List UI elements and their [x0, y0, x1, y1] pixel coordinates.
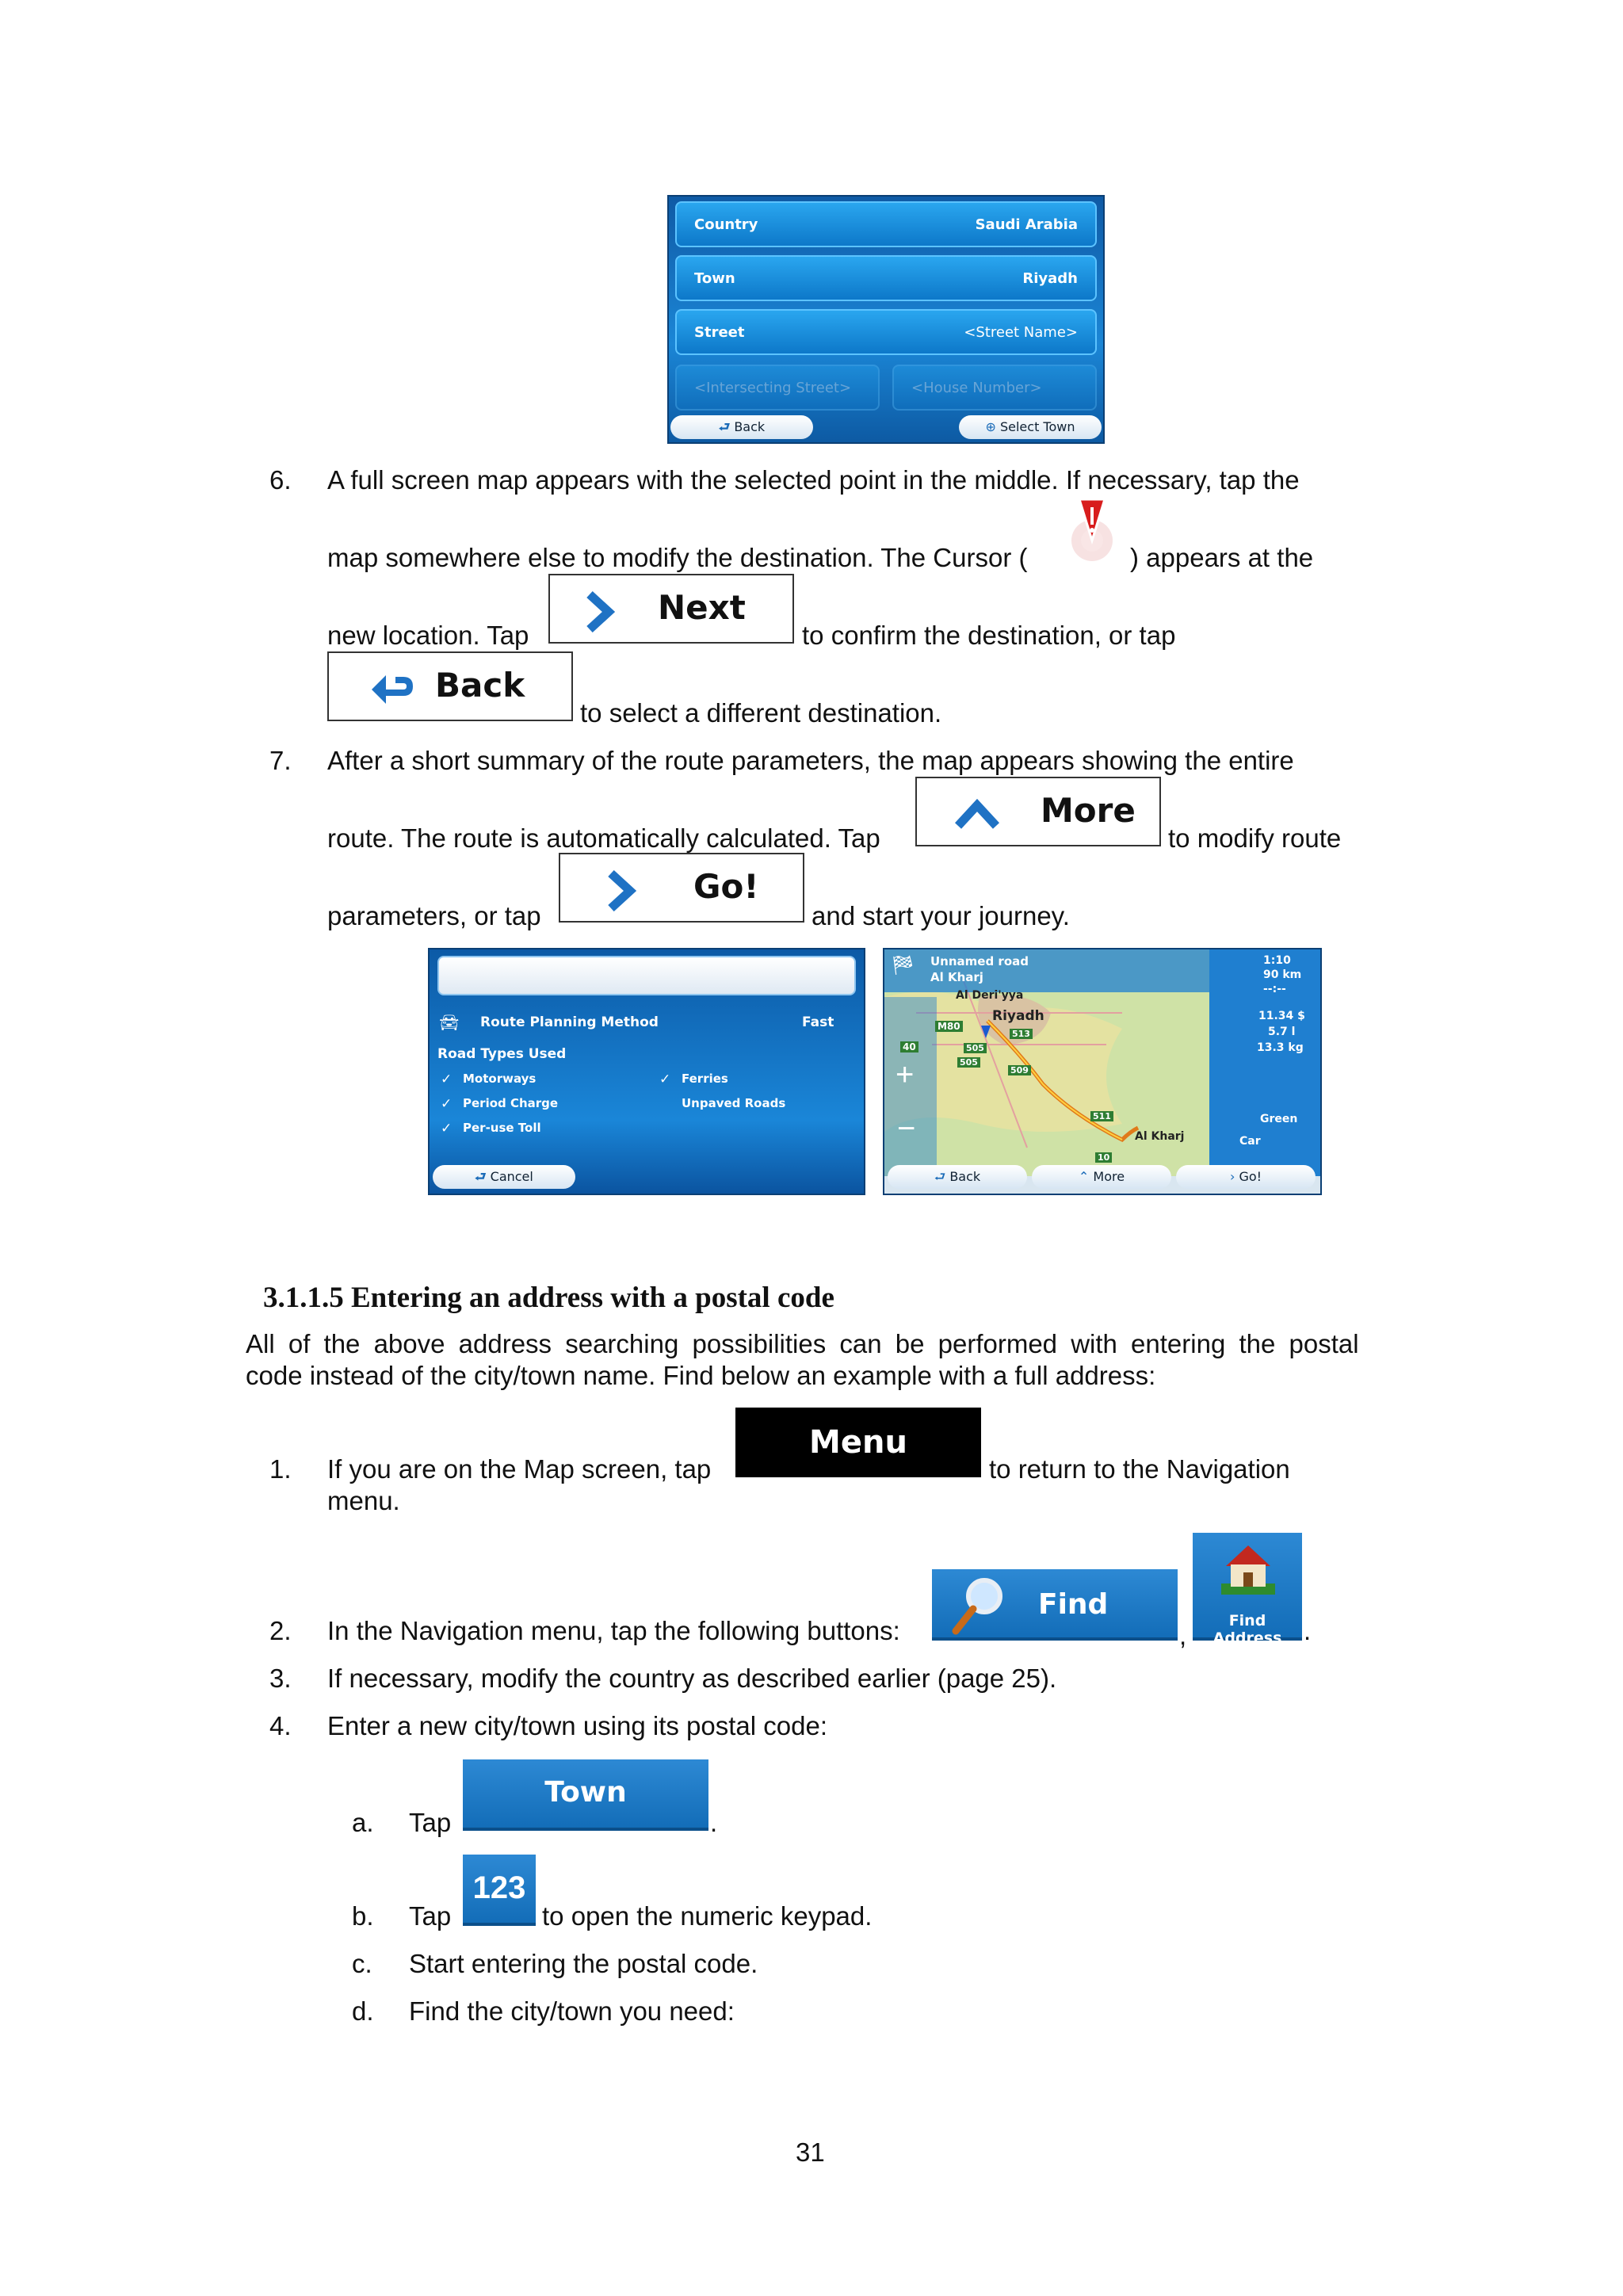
step-6-line-3a: new location. Tap	[327, 621, 529, 650]
route-settings-screenshot	[428, 948, 865, 1195]
cursor-icon	[1067, 496, 1117, 563]
road-shield: 509	[1008, 1065, 1031, 1075]
search-bar	[437, 956, 856, 995]
subitem-a-letter: a.	[352, 1808, 374, 1837]
trip-eta: --:--	[1263, 983, 1286, 995]
section-paragraph-line-1: All of the above address searching possibilities can be performed with entering the postal	[246, 1329, 1359, 1358]
item-2-period: .	[1304, 1616, 1312, 1645]
step-7-line-2b: to modify route	[1168, 823, 1342, 853]
item-4-text: Enter a new city/town using its postal code:	[327, 1711, 827, 1740]
co2-amount: 13.3 kg	[1257, 1041, 1304, 1054]
map-back-button[interactable]	[888, 1165, 1027, 1189]
step-7-line-2a: route. The route is automatically calculated. Tap	[327, 823, 880, 853]
map-area-label: Al Deri'yya	[956, 989, 1024, 1002]
subitem-b-end: to open the numeric keypad.	[542, 1901, 873, 1931]
road-shield: 505	[964, 1043, 987, 1053]
step-7-line-1: After a short summary of the route parameters, the map appears showing the entire	[327, 746, 1294, 775]
town-label: Town	[544, 1776, 627, 1809]
map-back-label: Back	[949, 1169, 981, 1184]
address-screenshot	[667, 195, 1105, 444]
map-kharj-label: Al Kharj	[1135, 1130, 1185, 1143]
step-6-line-4: to select a different destination.	[580, 698, 942, 728]
road-type-ferries: Ferries	[682, 1072, 728, 1086]
road-shield: M80	[935, 1021, 963, 1032]
item-2-text: In the Navigation menu, tap the following buttons:	[327, 1616, 900, 1645]
back-arrow-icon: ⮐	[718, 419, 731, 434]
road-types-label: Road Types Used	[437, 1046, 567, 1062]
road-type-motorways: Motorways	[463, 1072, 537, 1086]
find-label: Find	[1038, 1588, 1109, 1621]
route-method-label: Route Planning Method	[480, 1014, 659, 1030]
chevron-up-icon	[955, 799, 999, 829]
subitem-c-text: Start entering the postal code.	[409, 1949, 758, 1978]
route-type-green: Green	[1260, 1113, 1298, 1125]
road-type-per-use-toll: Per-use Toll	[463, 1121, 541, 1135]
map-more-button[interactable]	[1032, 1165, 1171, 1189]
check-icon: ✓	[441, 1072, 453, 1087]
road-type-period-charge: Period Charge	[463, 1096, 559, 1110]
checkered-flag-icon: 🏁︎	[891, 955, 915, 976]
zoom-out-icon[interactable]: −	[897, 1111, 916, 1146]
back-arrow-icon: ⮐	[934, 1169, 946, 1184]
town-button[interactable]	[463, 1759, 708, 1831]
subitem-d-letter: d.	[352, 1996, 374, 2026]
road-shield: 40	[900, 1041, 918, 1052]
numeric-keypad-button[interactable]	[463, 1855, 536, 1926]
step-6-number: 6.	[269, 465, 292, 495]
town-row[interactable]	[675, 255, 1097, 301]
step-6-line-2a: map somewhere else to modify the destination. The Cursor (	[327, 543, 1028, 572]
country-value: Saudi Arabia	[975, 216, 1078, 233]
subitem-d-text: Find the city/town you need:	[409, 1996, 735, 2026]
item-3-number: 3.	[269, 1664, 292, 1693]
house-number-row	[892, 365, 1097, 411]
step-7-line-3b: and start your journey.	[812, 901, 1070, 930]
trip-time: 1:10	[1263, 954, 1291, 967]
go-label: Go!	[693, 867, 759, 906]
road-shield: 513	[1010, 1029, 1033, 1039]
route-map-screenshot	[883, 948, 1322, 1195]
cancel-label: Cancel	[490, 1169, 533, 1184]
chevron-right-icon	[605, 870, 636, 911]
street-value: <Street Name>	[964, 324, 1078, 341]
subitem-b-letter: b.	[352, 1901, 374, 1931]
next-button[interactable]	[548, 574, 794, 644]
fuel-cost: 11.34 $	[1258, 1010, 1305, 1022]
find-address-label: Find Address	[1212, 1612, 1282, 1647]
road-shield: 10	[1095, 1152, 1112, 1163]
back-arrow-icon: ⮐	[475, 1169, 487, 1184]
magnifier-icon	[949, 1576, 1006, 1636]
go-button[interactable]	[559, 853, 804, 923]
chevron-right-icon	[583, 591, 615, 632]
item-2-comma: ,	[1179, 1621, 1187, 1650]
zoom-in-icon[interactable]: +	[896, 1057, 915, 1092]
country-row[interactable]	[675, 201, 1097, 247]
map-city-name: Al Kharj	[930, 970, 983, 984]
house-icon	[1216, 1539, 1280, 1599]
back-label: Back	[435, 666, 525, 705]
subitem-a-text: Tap	[409, 1808, 452, 1837]
step-6-line-1: A full screen map appears with the selected point in the middle. If necessary, tap the	[327, 465, 1300, 495]
chevron-up-icon: ⌃	[1078, 1169, 1090, 1184]
route-method-value: Fast	[802, 1014, 834, 1030]
item-1-text-a: If you are on the Map screen, tap	[327, 1454, 712, 1484]
road-shield: 505	[957, 1057, 980, 1068]
step-6-line-3b: to confirm the destination, or tap	[802, 621, 1176, 650]
map-road-name: Unnamed road	[930, 954, 1029, 968]
road-type-unpaved: Unpaved Roads	[682, 1096, 786, 1110]
road-shield: 511	[1090, 1111, 1113, 1121]
map-riyadh-label: Riyadh	[992, 1008, 1044, 1024]
item-3-text: If necessary, modify the country as described earlier (page 25).	[327, 1664, 1057, 1693]
subitem-b-text: Tap	[409, 1901, 452, 1931]
intersecting-street-row	[675, 365, 880, 411]
street-row[interactable]	[675, 309, 1097, 355]
item-4-number: 4.	[269, 1711, 292, 1740]
back-button-inline[interactable]	[327, 651, 573, 721]
section-paragraph-line-2: code instead of the city/town name. Find below an example with a full address:	[246, 1361, 1156, 1390]
vehicle-car: Car	[1239, 1135, 1261, 1148]
country-label: Country	[694, 216, 758, 233]
target-icon: ⊕	[985, 419, 996, 434]
step-7-number: 7.	[269, 746, 292, 775]
more-button[interactable]	[915, 777, 1161, 846]
house-number-label: <House Number>	[911, 380, 1042, 396]
map-go-button[interactable]	[1176, 1165, 1316, 1189]
item-2-number: 2.	[269, 1616, 292, 1645]
select-town-button[interactable]	[959, 415, 1102, 439]
subitem-a-end: .	[710, 1808, 718, 1837]
item-1-text-c: menu.	[327, 1486, 400, 1515]
map-more-label: More	[1093, 1169, 1125, 1184]
more-label: More	[1041, 791, 1136, 830]
page-number: 31	[796, 2137, 825, 2167]
find-address-button[interactable]	[1193, 1533, 1302, 1647]
step-7-line-3a: parameters, or tap	[327, 901, 541, 930]
street-label: Street	[694, 324, 745, 341]
menu-label: Menu	[809, 1424, 907, 1461]
next-label: Next	[658, 588, 746, 627]
map-go-label: Go!	[1239, 1169, 1262, 1184]
subitem-c-letter: c.	[352, 1949, 372, 1978]
menu-button[interactable]	[735, 1408, 981, 1477]
item-1-number: 1.	[269, 1454, 292, 1484]
back-arrow-icon	[369, 672, 416, 705]
fuel-amount: 5.7 l	[1268, 1026, 1296, 1038]
check-icon: ✓	[441, 1096, 453, 1112]
check-icon: ✓	[659, 1072, 671, 1087]
car-icon: 🚘︎	[439, 1014, 460, 1032]
numeric-keypad-label: 123	[472, 1870, 526, 1905]
back-button[interactable]	[670, 415, 813, 439]
step-6-line-2b: ) appears at the	[1130, 543, 1314, 572]
cancel-button[interactable]	[433, 1165, 575, 1189]
select-town-label: Select Town	[999, 419, 1075, 434]
item-1-text-b: to return to the Navigation	[989, 1454, 1290, 1484]
section-heading: 3.1.1.5 Entering an address with a postal code	[263, 1282, 834, 1314]
check-icon: ✓	[441, 1121, 453, 1137]
chevron-right-icon: ›	[1229, 1169, 1235, 1184]
trip-distance: 90 km	[1263, 968, 1302, 981]
town-label: Town	[694, 270, 735, 287]
back-label: Back	[734, 419, 766, 434]
town-value: Riyadh	[1022, 270, 1078, 287]
find-button[interactable]	[932, 1569, 1178, 1641]
intersecting-street-label: <Intersecting Street>	[694, 380, 852, 396]
